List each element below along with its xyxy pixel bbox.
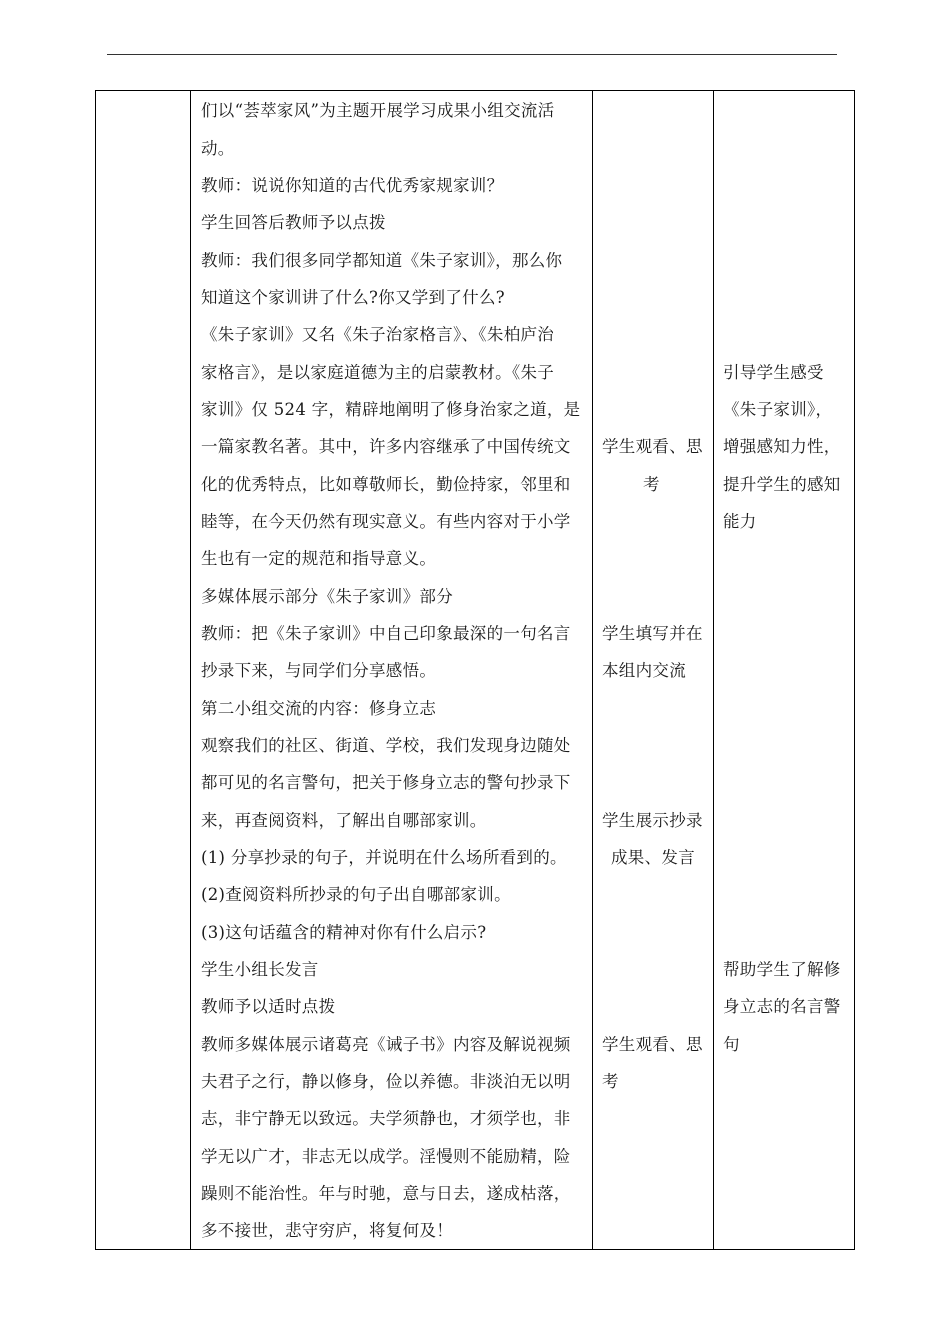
design-intent-text: 帮助学生了解修: [723, 960, 841, 979]
text-line: 学生回答后教师予以点拨: [201, 213, 386, 232]
design-intent-text: 句: [723, 1035, 740, 1054]
text-line: (3)这句话蕴含的精神对你有什么启示?: [201, 923, 487, 942]
student-activity-text: 学生填写并在: [602, 624, 703, 643]
text-line: 抄录下来，与同学们分享感悟。: [201, 661, 437, 680]
text-line: 第二小组交流的内容：修身立志: [201, 699, 437, 718]
student-activity-text: 本组内交流: [602, 661, 686, 680]
text-line: 家训》仅 524 字，精辟地阐明了修身治家之道，是: [201, 400, 581, 419]
column-divider: [190, 90, 191, 1250]
text-line: 来，再查阅资料，了解出自哪部家训。: [201, 811, 487, 830]
text-line: 知道这个家训讲了什么?你又学到了什么?: [201, 288, 505, 307]
design-intent-text: 增强感知力性，: [723, 437, 841, 456]
text-line: 教师：把《朱子家训》中自己印象最深的一句名言: [201, 624, 571, 643]
text-line: 生也有一定的规范和指导意义。: [201, 549, 437, 568]
text-line: 们以“荟萃家风”为主题开展学习成果小组交流活: [201, 101, 555, 120]
text-line: 多不接世，悲守穷庐，将复何及！: [201, 1221, 453, 1240]
design-intent-text: 身立志的名言警: [723, 997, 841, 1016]
text-line: 学无以广才，非志无以成学。淫慢则不能励精，险: [201, 1147, 571, 1166]
text-line: 多媒体展示部分《朱子家训》部分: [201, 587, 453, 606]
text-line: 《朱子家训》又名《朱子治家格言》、《朱柏庐治: [201, 325, 555, 344]
column-divider: [713, 90, 714, 1250]
text-line: 教师多媒体展示诸葛亮《诫子书》内容及解说视频: [201, 1035, 571, 1054]
text-line: 教师：我们很多同学都知道《朱子家训》，那么你: [201, 251, 563, 270]
column-divider: [592, 90, 593, 1250]
design-intent-text: 提升学生的感知: [723, 475, 841, 494]
student-activity-text: 学生观看、思: [602, 1035, 703, 1054]
student-activity-text: 学生展示抄录: [602, 811, 703, 830]
student-activity-text: 成果、发言: [611, 848, 695, 867]
text-line: 动。: [201, 139, 235, 158]
text-line: (2)查阅资料所抄录的句子出自哪部家训。: [201, 885, 511, 904]
text-line: 一篇家教名著。其中，许多内容继承了中国传统文: [201, 437, 571, 456]
header-rule: [107, 54, 837, 55]
design-intent-text: 《朱子家训》，: [723, 400, 833, 419]
text-line: 家格言》，是以家庭道德为主的启蒙教材。《朱子: [201, 363, 555, 382]
text-line: 观察我们的社区、街道、学校，我们发现身边随处: [201, 736, 571, 755]
text-line: 睦等，在今天仍然有现实意义。有些内容对于小学: [201, 512, 571, 531]
text-line: 教师予以适时点拨: [201, 997, 336, 1016]
text-line: 志，非宁静无以致远。夫学须静也，才须学也，非: [201, 1109, 571, 1128]
student-activity-text: 学生观看、思: [602, 437, 703, 456]
text-line: 夫君子之行，静以修身，俭以养德。非淡泊无以明: [201, 1072, 571, 1091]
text-line: (1) 分享抄录的句子，并说明在什么场所看到的。: [201, 848, 567, 867]
student-activity-text: 考: [643, 475, 660, 494]
design-intent-text: 能力: [723, 512, 757, 531]
text-line: 学生小组长发言: [201, 960, 319, 979]
text-line: 躁则不能治性。年与时驰，意与日去，遂成枯落，: [201, 1184, 571, 1203]
student-activity-text: 考: [602, 1072, 619, 1091]
text-line: 教师：说说你知道的古代优秀家规家训？: [201, 176, 504, 195]
text-line: 化的优秀特点，比如尊敬师长，勤俭持家，邻里和: [201, 475, 571, 494]
text-line: 都可见的名言警句，把关于修身立志的警句抄录下: [201, 773, 571, 792]
design-intent-text: 引导学生感受: [723, 363, 824, 382]
